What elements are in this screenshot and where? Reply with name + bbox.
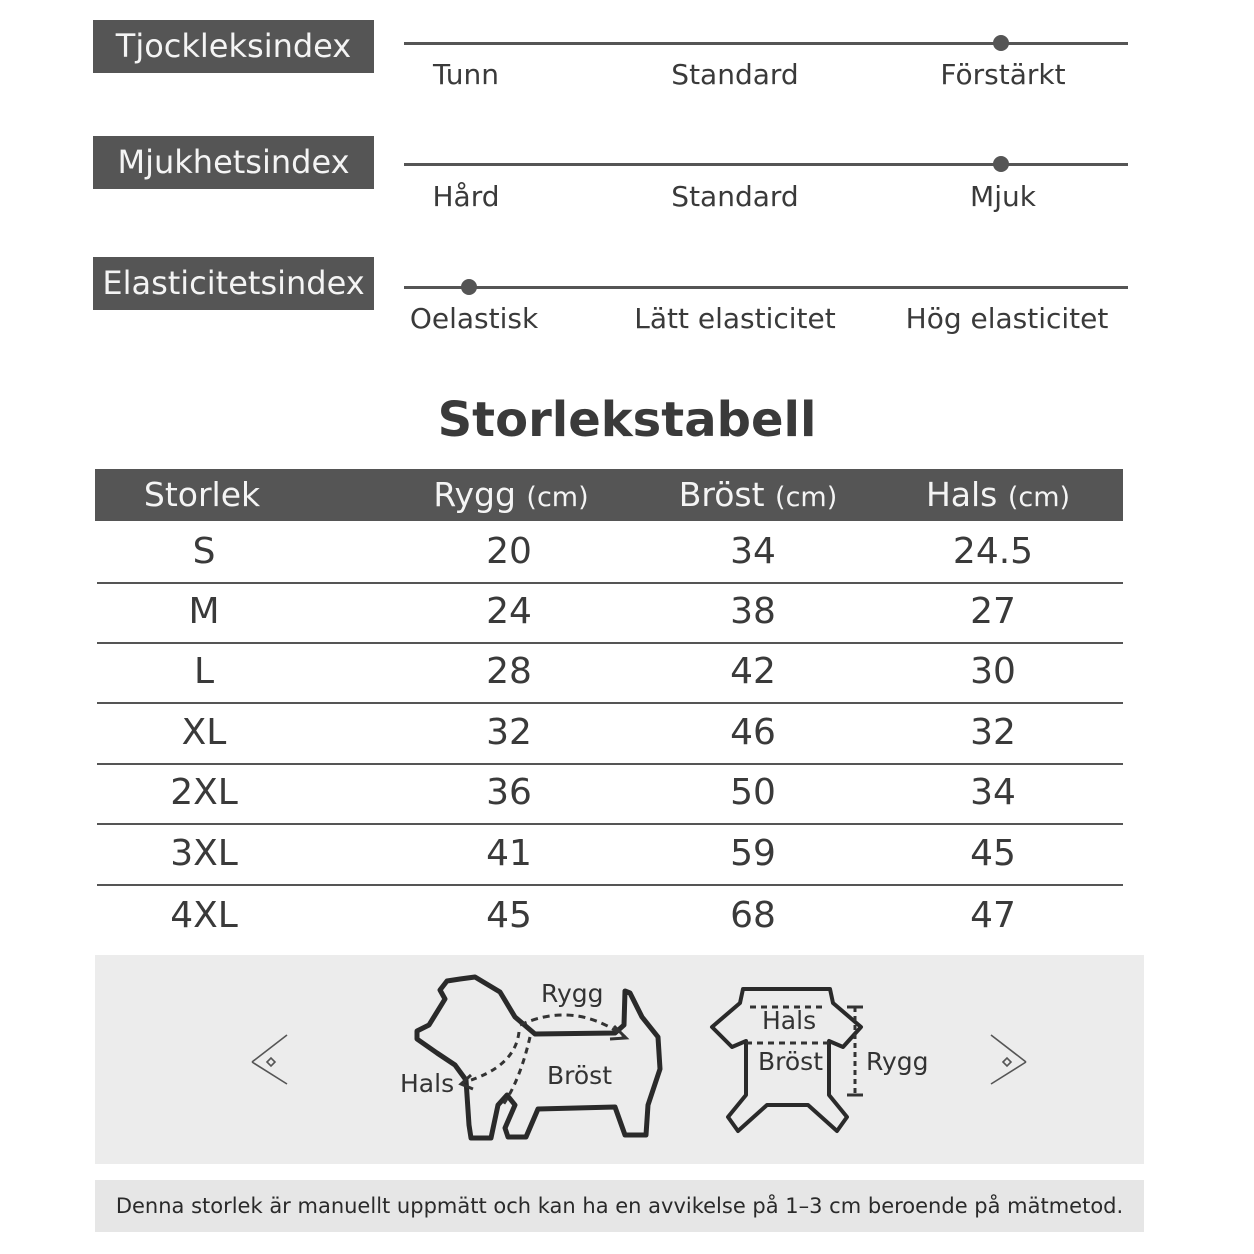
measurement-note: Denna storlek är manuellt uppmätt och kan ha en avvikelse på 1–3 cm beroende på mätmetod. xyxy=(95,1180,1144,1232)
cell-back: 45 xyxy=(486,895,532,936)
table-row xyxy=(97,886,1123,946)
thickness-option-mid: Standard xyxy=(671,58,799,91)
thickness-option-high: Förstärkt xyxy=(940,58,1066,91)
cell-size: M xyxy=(188,591,220,632)
cell-size: 3XL xyxy=(170,833,238,874)
cell-neck: 27 xyxy=(970,591,1016,632)
elasticity-index-scale xyxy=(404,286,1128,289)
elasticity-index-marker xyxy=(461,279,477,295)
right-ornament-icon xyxy=(991,1035,1026,1084)
thickness-index-label: Tjockleksindex xyxy=(93,20,374,73)
cell-chest: 38 xyxy=(730,591,776,632)
measurement-diagram xyxy=(95,955,1144,1164)
dog-outline-icon xyxy=(417,977,660,1138)
cell-neck: 30 xyxy=(970,651,1016,692)
cell-back: 36 xyxy=(486,772,532,813)
header-back: Rygg (cm) xyxy=(433,475,589,514)
cell-chest: 34 xyxy=(730,531,776,572)
cell-neck: 24.5 xyxy=(952,531,1034,572)
cell-back: 28 xyxy=(486,651,532,692)
elasticity-option-low: Oelastisk xyxy=(409,302,539,335)
cell-size: XL xyxy=(181,712,227,753)
softness-index-label: Mjukhetsindex xyxy=(93,136,374,189)
header-size: Storlek xyxy=(143,475,261,514)
elasticity-option-mid: Lätt elasticitet xyxy=(634,302,836,335)
header-chest: Bröst (cm) xyxy=(678,475,838,514)
left-ornament-icon xyxy=(252,1035,287,1084)
cell-neck: 47 xyxy=(970,895,1016,936)
cell-size: S xyxy=(192,531,216,572)
cell-back: 41 xyxy=(486,833,532,874)
thickness-option-low: Tunn xyxy=(432,58,500,91)
thickness-index-marker xyxy=(993,35,1009,51)
dog-neck-label: Hals xyxy=(400,1069,455,1098)
cell-chest: 42 xyxy=(730,651,776,692)
cell-neck: 34 xyxy=(970,772,1016,813)
cell-neck: 45 xyxy=(970,833,1016,874)
elasticity-index-label: Elasticitetsindex xyxy=(93,257,374,310)
softness-index-marker xyxy=(993,156,1009,172)
table-row xyxy=(97,522,1123,584)
table-row xyxy=(97,824,1123,886)
softness-option-low: Hård xyxy=(432,180,500,213)
cell-back: 32 xyxy=(486,712,532,753)
cell-chest: 46 xyxy=(730,712,776,753)
cell-back: 24 xyxy=(486,591,532,632)
table-row xyxy=(97,642,1123,704)
cell-chest: 59 xyxy=(730,833,776,874)
cell-chest: 68 xyxy=(730,895,776,936)
cell-chest: 50 xyxy=(730,772,776,813)
table-row xyxy=(97,763,1123,825)
cell-back: 20 xyxy=(486,531,532,572)
header-neck: Hals (cm) xyxy=(925,475,1071,514)
dog-chest-label: Bröst xyxy=(547,1061,613,1090)
elasticity-option-high: Hög elasticitet xyxy=(905,302,1109,335)
cell-neck: 32 xyxy=(970,712,1016,753)
cell-size: 2XL xyxy=(170,772,238,813)
garment-neck-label: Hals xyxy=(762,1006,817,1035)
table-row xyxy=(97,582,1123,644)
measurement-illustration xyxy=(95,955,1144,1164)
garment-back-label: Rygg xyxy=(866,1047,929,1076)
garment-chest-label: Bröst xyxy=(758,1047,824,1076)
dog-back-label: Rygg xyxy=(541,979,604,1008)
softness-option-high: Mjuk xyxy=(970,180,1036,213)
cell-size: 4XL xyxy=(170,895,238,936)
size-table-title: Storlekstabell xyxy=(437,392,817,448)
softness-option-mid: Standard xyxy=(671,180,799,213)
table-row xyxy=(97,703,1123,765)
size-table-header xyxy=(95,469,1123,521)
thickness-index-scale xyxy=(404,42,1128,45)
dog-neck-measure-line xyxy=(465,1032,519,1082)
softness-index-scale xyxy=(404,163,1128,166)
cell-size: L xyxy=(193,651,215,692)
